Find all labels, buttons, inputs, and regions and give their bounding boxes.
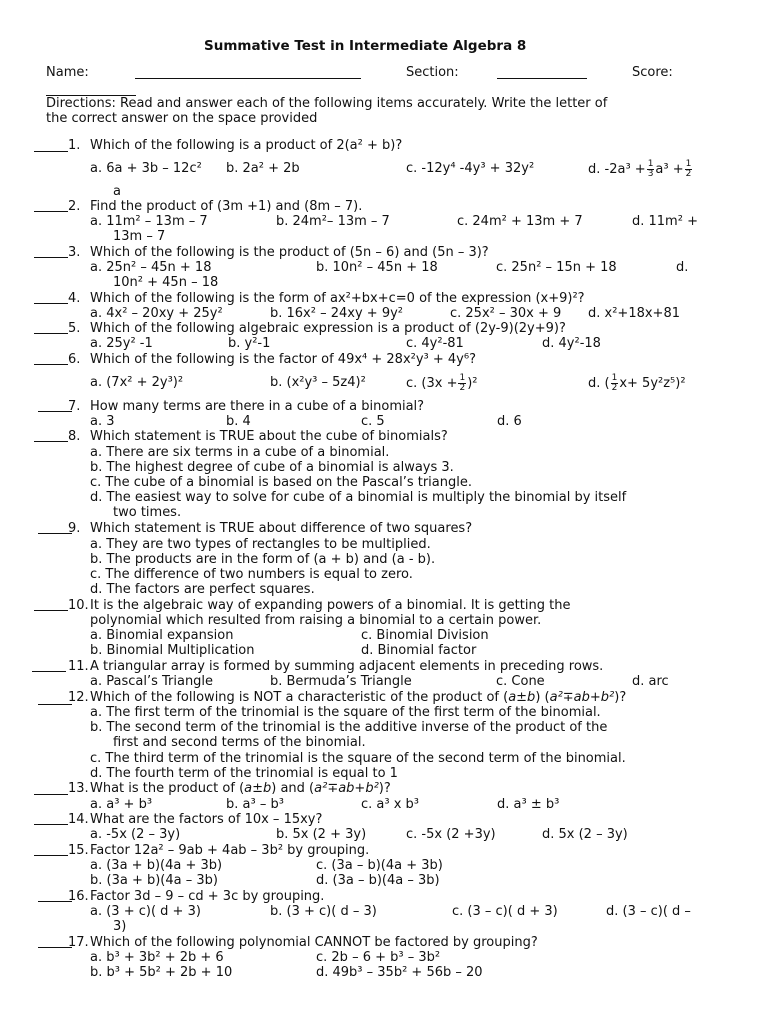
q3-text: Which of the following is the product of (5n – 6) and (5n – 3)?: [90, 245, 489, 260]
q14-choice-b: b. 5x (2 + 3y): [276, 827, 367, 842]
q6-choice-d-prefix: d. (: [588, 375, 610, 391]
q14-number: 14.: [68, 812, 89, 827]
q7-choice-c: c. 5: [361, 414, 385, 429]
q8-choice-d-wrap: two times.: [113, 505, 182, 520]
q13-number: 13.: [68, 781, 89, 796]
q14-text: What are the factors of 10x – 15xy?: [90, 812, 323, 827]
q12-text: [90, 690, 626, 705]
q15-number: 15.: [68, 843, 89, 858]
q5-choice-d: d. 4y²-18: [542, 336, 601, 351]
q5-number: 5.: [68, 321, 81, 336]
q10-choice-b: b. Binomial Multiplication: [90, 643, 255, 658]
q15-choice-b: b. (3a + b)(4a – 3b): [90, 873, 218, 888]
q6-choice-c-suffix: )²: [467, 375, 478, 391]
q16-text: Factor 3d – 9 – cd + 3c by grouping.: [90, 889, 325, 904]
q7-choice-b: b. 4: [226, 414, 251, 429]
directions-line-1: Directions: Read and answer each of the following items accurately. Write the letter of: [46, 96, 608, 111]
q14-choice-d: d. 5x (2 – 3y): [542, 827, 628, 842]
q10-choice-d: d. Binomial factor: [361, 643, 477, 658]
q2-choice-b: b. 24m²– 13m – 7: [276, 214, 390, 229]
q16-number: 16.: [68, 889, 89, 904]
q10-text: It is the algebraic way of expanding powers of a binomial. It is getting the: [90, 598, 571, 613]
q8-choice-d: d. The easiest way to solve for cube of a binomial is multiply the binomial by itself: [90, 490, 627, 505]
q13-expr-1: a±b: [244, 781, 272, 796]
q12-text-mid: ) (: [535, 690, 550, 705]
q13-text: [90, 781, 391, 796]
q15-text: Factor 12a² – 9ab + 4ab – 3b² by grouping.: [90, 843, 370, 858]
q12-text-prefix: Which of the following is NOT a characteristic of the product of (: [90, 690, 509, 705]
q17-number: 17.: [68, 935, 89, 950]
q13-expr-2: a²∓ab+b²: [314, 781, 379, 796]
q4-text: Which of the following is the form of ax²+bx+c=0 of the expression (x+9)²?: [90, 291, 585, 306]
q11-choice-d: d. arc: [632, 674, 669, 689]
q7-number: 7.: [68, 399, 81, 414]
q1-choice-d: [588, 154, 693, 184]
q6-c-fraction-one-half: $\frac{1}{2}$: [459, 372, 466, 393]
q12-text-suffix: )?: [614, 690, 627, 705]
q16-choice-c: c. (3 – c)( d + 3): [452, 904, 558, 919]
q11-text: A triangular array is formed by summing adjacent elements in preceding rows.: [90, 659, 604, 674]
q12-choice-b-wrap: first and second terms of the binomial.: [113, 735, 366, 750]
page-title: Summative Test in Intermediate Algebra 8: [204, 38, 527, 54]
q11-choice-c: c. Cone: [496, 674, 545, 689]
answer-blank-13[interactable]: [34, 794, 68, 795]
q12-choice-d: d. The fourth term of the trinomial is equal to 1: [90, 766, 398, 781]
q9-choice-d: d. The factors are perfect squares.: [90, 582, 315, 597]
q10-text-line-2: polynomial which resulted from raising a binomial to a certain power.: [90, 613, 542, 628]
q13-text-prefix: What is the product of (: [90, 781, 245, 796]
q3-choice-d: d.: [676, 260, 689, 275]
q2-choice-d-wrap: 13m – 7: [113, 229, 166, 244]
q15-choice-c: c. (3a – b)(4a + 3b): [316, 858, 443, 873]
q8-text: Which statement is TRUE about the cube of binomials?: [90, 429, 448, 444]
q13-choice-a: a. a³ + b³: [90, 797, 153, 812]
q11-choice-a: a. Pascal’s Triangle: [90, 674, 214, 689]
answer-blank-15[interactable]: [34, 855, 68, 856]
q17-choice-a: a. b³ + 3b² + 2b + 6: [90, 950, 224, 965]
q12-number: 12.: [68, 690, 89, 705]
section-label: Section:: [406, 65, 459, 80]
q6-choice-a: a. (7x² + 2y³)²: [90, 375, 184, 390]
q13-choice-b: b. a³ – b³: [226, 797, 284, 812]
q13-text-mid: ) and (: [271, 781, 315, 796]
answer-blank-17[interactable]: [38, 947, 72, 948]
q10-choice-a: a. Binomial expansion: [90, 628, 234, 643]
q9-choice-c: c. The difference of two numbers is equal to zero.: [90, 567, 413, 582]
q6-d-fraction-one-half: $\frac{1}{2}$: [611, 372, 618, 393]
q2-text: Find the product of (3m +1) and (8m – 7).: [90, 199, 363, 214]
q17-choice-c: c. 2b – 6 + b³ – 3b²: [316, 950, 441, 965]
q12-choice-a: a. The first term of the trinomial is the square of the first term of the binomial.: [90, 705, 601, 720]
q16-choice-a: a. (3 + c)( d + 3): [90, 904, 201, 919]
q5-choice-c: c. 4y²-81: [406, 336, 464, 351]
q9-choice-a: a. They are two types of rectangles to be multiplied.: [90, 537, 431, 552]
q8-choice-c: c. The cube of a binomial is based on the Pascal’s triangle.: [90, 475, 472, 490]
answer-blank-8[interactable]: [34, 441, 68, 442]
q1-choice-b: b. 2a² + 2b: [226, 161, 300, 176]
q1-choice-d-mid: a³ +: [655, 161, 684, 177]
q3-choice-c: c. 25n² – 15n + 18: [496, 260, 617, 275]
name-field[interactable]: [135, 78, 361, 79]
q4-choice-c: c. 25x² – 30x + 9: [450, 306, 562, 321]
q12-expr-2: a²∓ab+b²: [549, 690, 615, 705]
q1-choice-d-prefix: d. -2a³ +: [588, 161, 646, 177]
answer-blank-6[interactable]: [34, 364, 68, 365]
q7-text: How many terms are there in a cube of a binomial?: [90, 399, 425, 414]
q1-choice-d-wrap: a: [113, 184, 121, 199]
q4-choice-b: b. 16x² – 24xy + 9y²: [270, 306, 403, 321]
q2-choice-d: d. 11m² +: [632, 214, 698, 229]
q6-choice-b: b. (x²y³ – 5z4)²: [270, 375, 366, 390]
q1-text: Which of the following is a product of 2(a² + b)?: [90, 138, 403, 153]
q5-choice-b: b. y²-1: [228, 336, 271, 351]
q1-choice-a: a. 6a + 3b – 12c²: [90, 161, 202, 176]
answer-blank-3[interactable]: [34, 257, 68, 258]
q6-choice-c-prefix: c. (3x +: [406, 375, 458, 391]
q8-choice-a: a. There are six terms in a cube of a binomial.: [90, 445, 390, 460]
q9-text: Which statement is TRUE about difference of two squares?: [90, 521, 473, 536]
q3-number: 3.: [68, 245, 81, 260]
q11-number: 11.: [68, 659, 89, 674]
section-field[interactable]: [497, 78, 587, 79]
q3-choice-d-wrap: 10n² + 45n – 18: [113, 275, 219, 290]
q2-choice-a: a. 11m² – 13m – 7: [90, 214, 208, 229]
q13-choice-d: d. a³ ± b³: [497, 797, 560, 812]
q2-choice-c: c. 24m² + 13m + 7: [457, 214, 583, 229]
q1-fraction-one-half: $\frac{1}{2}$: [685, 158, 692, 179]
q14-choice-c: c. -5x (2 +3y): [406, 827, 496, 842]
q6-choice-d-suffix: x+ 5y²z⁵)²: [619, 375, 686, 391]
score-label: Score:: [632, 65, 673, 80]
q8-choice-b: b. The highest degree of cube of a binomial is always 3.: [90, 460, 454, 475]
answer-blank-11[interactable]: [32, 671, 66, 672]
q6-number: 6.: [68, 352, 81, 367]
q10-number: 10.: [68, 598, 89, 613]
q13-choice-c: c. a³ x b³: [361, 797, 420, 812]
q10-choice-c: c. Binomial Division: [361, 628, 489, 643]
q3-choice-b: b. 10n² – 45n + 18: [316, 260, 438, 275]
q1-fraction-one-third: $\frac{1}{3}$: [647, 158, 654, 179]
directions-line-2: the correct answer on the space provided: [46, 111, 318, 126]
q16-choice-d-wrap: 3): [113, 919, 127, 934]
q7-choice-d: d. 6: [497, 414, 522, 429]
q12-choice-c: c. The third term of the trinomial is the square of the second term of the binomial.: [90, 751, 626, 766]
q4-choice-a: a. 4x² – 20xy + 25y²: [90, 306, 223, 321]
q12-expr-1: a±b: [508, 690, 536, 705]
q4-number: 4.: [68, 291, 81, 306]
answer-blank-14[interactable]: [34, 824, 68, 825]
q8-number: 8.: [68, 429, 81, 444]
q7-choice-a: a. 3: [90, 414, 115, 429]
answer-blank-16[interactable]: [38, 901, 72, 902]
answer-blank-4[interactable]: [34, 303, 68, 304]
q1-choice-c: c. -12y⁴ -4y³ + 32y²: [406, 161, 535, 176]
q16-choice-b: b. (3 + c)( d – 3): [270, 904, 377, 919]
answer-blank-2[interactable]: [34, 211, 68, 212]
q6-choice-c: [406, 368, 478, 398]
q5-choice-a: a. 25y² -1: [90, 336, 153, 351]
q14-choice-a: a. -5x (2 – 3y): [90, 827, 181, 842]
q4-choice-d: d. x²+18x+81: [588, 306, 680, 321]
q1-number: 1.: [68, 138, 81, 153]
answer-blank-1[interactable]: [34, 151, 68, 152]
q16-choice-d: d. (3 – c)( d –: [606, 904, 691, 919]
answer-blank-7[interactable]: [38, 411, 72, 412]
answer-blank-12[interactable]: [38, 704, 72, 705]
q15-choice-d: d. (3a – b)(4a – 3b): [316, 873, 440, 888]
q13-text-suffix: )?: [378, 781, 391, 796]
q11-choice-b: b. Bermuda’s Triangle: [270, 674, 412, 689]
name-label: Name:: [46, 65, 89, 80]
q3-choice-a: a. 25n² – 45n + 18: [90, 260, 212, 275]
q17-choice-d: d. 49b³ – 35b² + 56b – 20: [316, 965, 483, 980]
q17-choice-b: b. b³ + 5b² + 2b + 10: [90, 965, 233, 980]
answer-blank-9[interactable]: [38, 533, 72, 534]
q15-choice-a: a. (3a + b)(4a + 3b): [90, 858, 223, 873]
q5-text: Which of the following algebraic expression is a product of (2y-9)(2y+9)?: [90, 321, 566, 336]
answer-blank-5[interactable]: [34, 333, 68, 334]
q6-text: Which of the following is the factor of 49x⁴ + 28x²y³ + 4y⁶?: [90, 352, 476, 367]
q17-text: Which of the following polynomial CANNOT be factored by grouping?: [90, 935, 538, 950]
q9-number: 9.: [68, 521, 81, 536]
q12-choice-b: b. The second term of the trinomial is the additive inverse of the product of the: [90, 720, 608, 735]
answer-blank-10[interactable]: [34, 610, 68, 611]
q9-choice-b: b. The products are in the form of (a + b) and (a - b).: [90, 552, 436, 567]
q6-choice-d: [588, 368, 686, 398]
q2-number: 2.: [68, 199, 81, 214]
